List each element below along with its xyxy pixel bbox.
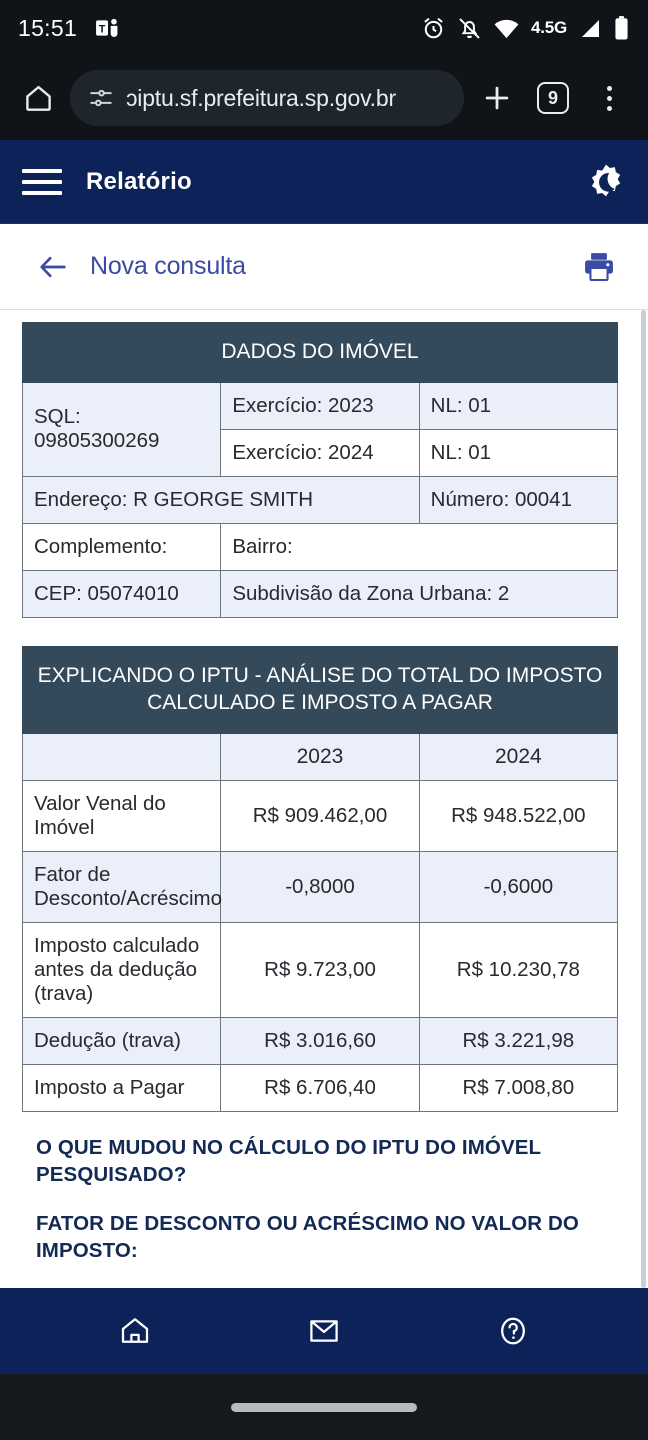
- property-data-table: [22, 322, 618, 618]
- iptu-row-value-2024: -0,6000: [419, 851, 617, 922]
- property-exercicio-2024: Exercício: 2024: [221, 429, 419, 476]
- iptu-row-value-2024: R$ 948.522,00: [419, 780, 617, 851]
- property-nl-2024: NL: 01: [419, 429, 617, 476]
- table-row: [23, 851, 618, 922]
- iptu-row-value-2023: -0,8000: [221, 851, 419, 922]
- svg-text:T: T: [98, 23, 106, 36]
- table-row: [23, 476, 618, 523]
- property-complemento-cell: Complemento:: [23, 523, 221, 570]
- notifications-off-icon: [457, 16, 482, 41]
- iptu-row-value-2023: R$ 909.462,00: [221, 780, 419, 851]
- app-bar: [0, 140, 648, 224]
- report-subheader: [0, 224, 648, 310]
- android-status-bar: [0, 0, 648, 56]
- new-tab-button[interactable]: [474, 75, 520, 121]
- browser-toolbar: [0, 56, 648, 140]
- site-settings-icon[interactable]: [88, 85, 114, 111]
- table-row: [23, 646, 618, 733]
- property-exercicio-2023: Exercício: 2023: [221, 382, 419, 429]
- table-row: [23, 1064, 618, 1111]
- table-row: [23, 1017, 618, 1064]
- report-scroll-area[interactable]: [0, 310, 648, 1288]
- property-table-title: DADOS DO IMÓVEL: [23, 323, 618, 383]
- iptu-row-value-2024: R$ 10.230,78: [419, 922, 617, 1017]
- table-row: [23, 323, 618, 383]
- table-header-row: [23, 733, 618, 780]
- address-bar[interactable]: [70, 70, 464, 126]
- iptu-col-2023: 2023: [221, 733, 419, 780]
- tab-count-label: 9: [537, 82, 569, 114]
- help-circle-icon: [495, 1313, 531, 1349]
- table-spacer: [22, 618, 624, 646]
- new-query-link[interactable]: [36, 250, 246, 284]
- table-row: [23, 570, 618, 617]
- iptu-col-2024: 2024: [419, 733, 617, 780]
- page-content: [0, 224, 648, 1288]
- property-address-cell: Endereço: R GEORGE SMITH: [23, 476, 420, 523]
- property-number-cell: Número: 00041: [419, 476, 617, 523]
- iptu-table-title: EXPLICANDO O IPTU - ANÁLISE DO TOTAL DO IMPOSTO CALCULADO E IMPOSTO A PAGAR: [23, 646, 618, 733]
- note-heading: O QUE MUDOU NO CÁLCULO DO IPTU DO IMÓVEL PESQUISADO?: [36, 1135, 541, 1186]
- bottom-nav-help-button[interactable]: [478, 1296, 548, 1366]
- property-nl-2023: NL: 01: [419, 382, 617, 429]
- iptu-row-value-2024: R$ 7.008,80: [419, 1064, 617, 1111]
- iptu-row-label: Fator de Desconto/Acréscimo: [23, 851, 221, 922]
- alarm-icon: [421, 16, 446, 41]
- wifi-icon: [493, 15, 520, 42]
- table-row: [23, 922, 618, 1017]
- iptu-row-label: Imposto calculado antes da dedução (trava): [23, 922, 221, 1017]
- bottom-nav-home-button[interactable]: [100, 1296, 170, 1366]
- status-bar-notification-icons: [95, 15, 121, 41]
- iptu-col-label-blank: [23, 733, 221, 780]
- iptu-row-value-2024: R$ 3.221,98: [419, 1017, 617, 1064]
- page-title: Relatório: [86, 167, 192, 195]
- note-heading: FATOR DE DESCONTO OU ACRÉSCIMO NO VALOR DO IMPOSTO:: [36, 1211, 579, 1262]
- status-bar-clock: 15:51: [18, 14, 78, 41]
- table-row: [23, 523, 618, 570]
- teams-icon: [95, 15, 121, 41]
- vertical-scrollbar[interactable]: [641, 310, 646, 1288]
- iptu-row-label: Imposto a Pagar: [23, 1064, 221, 1111]
- tab-switcher-button[interactable]: [530, 75, 576, 121]
- gesture-handle[interactable]: [231, 1403, 417, 1412]
- property-bairro-cell: Bairro:: [221, 523, 618, 570]
- printer-icon[interactable]: [580, 248, 618, 286]
- dark-mode-icon[interactable]: [586, 162, 626, 202]
- arrow-left-icon: [36, 250, 70, 284]
- browser-menu-button[interactable]: [586, 75, 632, 121]
- signal-icon: [578, 16, 602, 40]
- property-zona-cell: Subdivisão da Zona Urbana: 2: [221, 570, 618, 617]
- status-bar-system-icons: [421, 15, 630, 42]
- mail-icon: [306, 1313, 342, 1349]
- battery-icon: [613, 15, 630, 41]
- report-notes: [22, 1112, 624, 1264]
- hamburger-menu-icon[interactable]: [22, 169, 62, 195]
- iptu-row-value-2023: R$ 6.706,40: [221, 1064, 419, 1111]
- table-row: [23, 382, 618, 429]
- iptu-row-value-2023: R$ 9.723,00: [221, 922, 419, 1017]
- iptu-row-value-2023: R$ 3.016,60: [221, 1017, 419, 1064]
- home-icon: [117, 1313, 153, 1349]
- iptu-row-label: Valor Venal do Imóvel: [23, 780, 221, 851]
- iptu-row-label: Dedução (trava): [23, 1017, 221, 1064]
- new-query-label: Nova consulta: [90, 252, 246, 280]
- address-bar-url[interactable]: ɔiptu.sf.prefeitura.sp.gov.br: [126, 84, 396, 111]
- browser-home-button[interactable]: [16, 76, 60, 120]
- property-sql-cell: SQL: 09805300269: [23, 382, 221, 476]
- table-row: [23, 780, 618, 851]
- iptu-analysis-table: [22, 646, 618, 1112]
- network-type-label: 4.5G: [530, 18, 567, 37]
- bottom-navigation-bar: [0, 1288, 648, 1374]
- property-cep-cell: CEP: 05074010: [23, 570, 221, 617]
- bottom-nav-mail-button[interactable]: [289, 1296, 359, 1366]
- kebab-menu-icon: [607, 86, 612, 111]
- android-gesture-bar: [0, 1374, 648, 1440]
